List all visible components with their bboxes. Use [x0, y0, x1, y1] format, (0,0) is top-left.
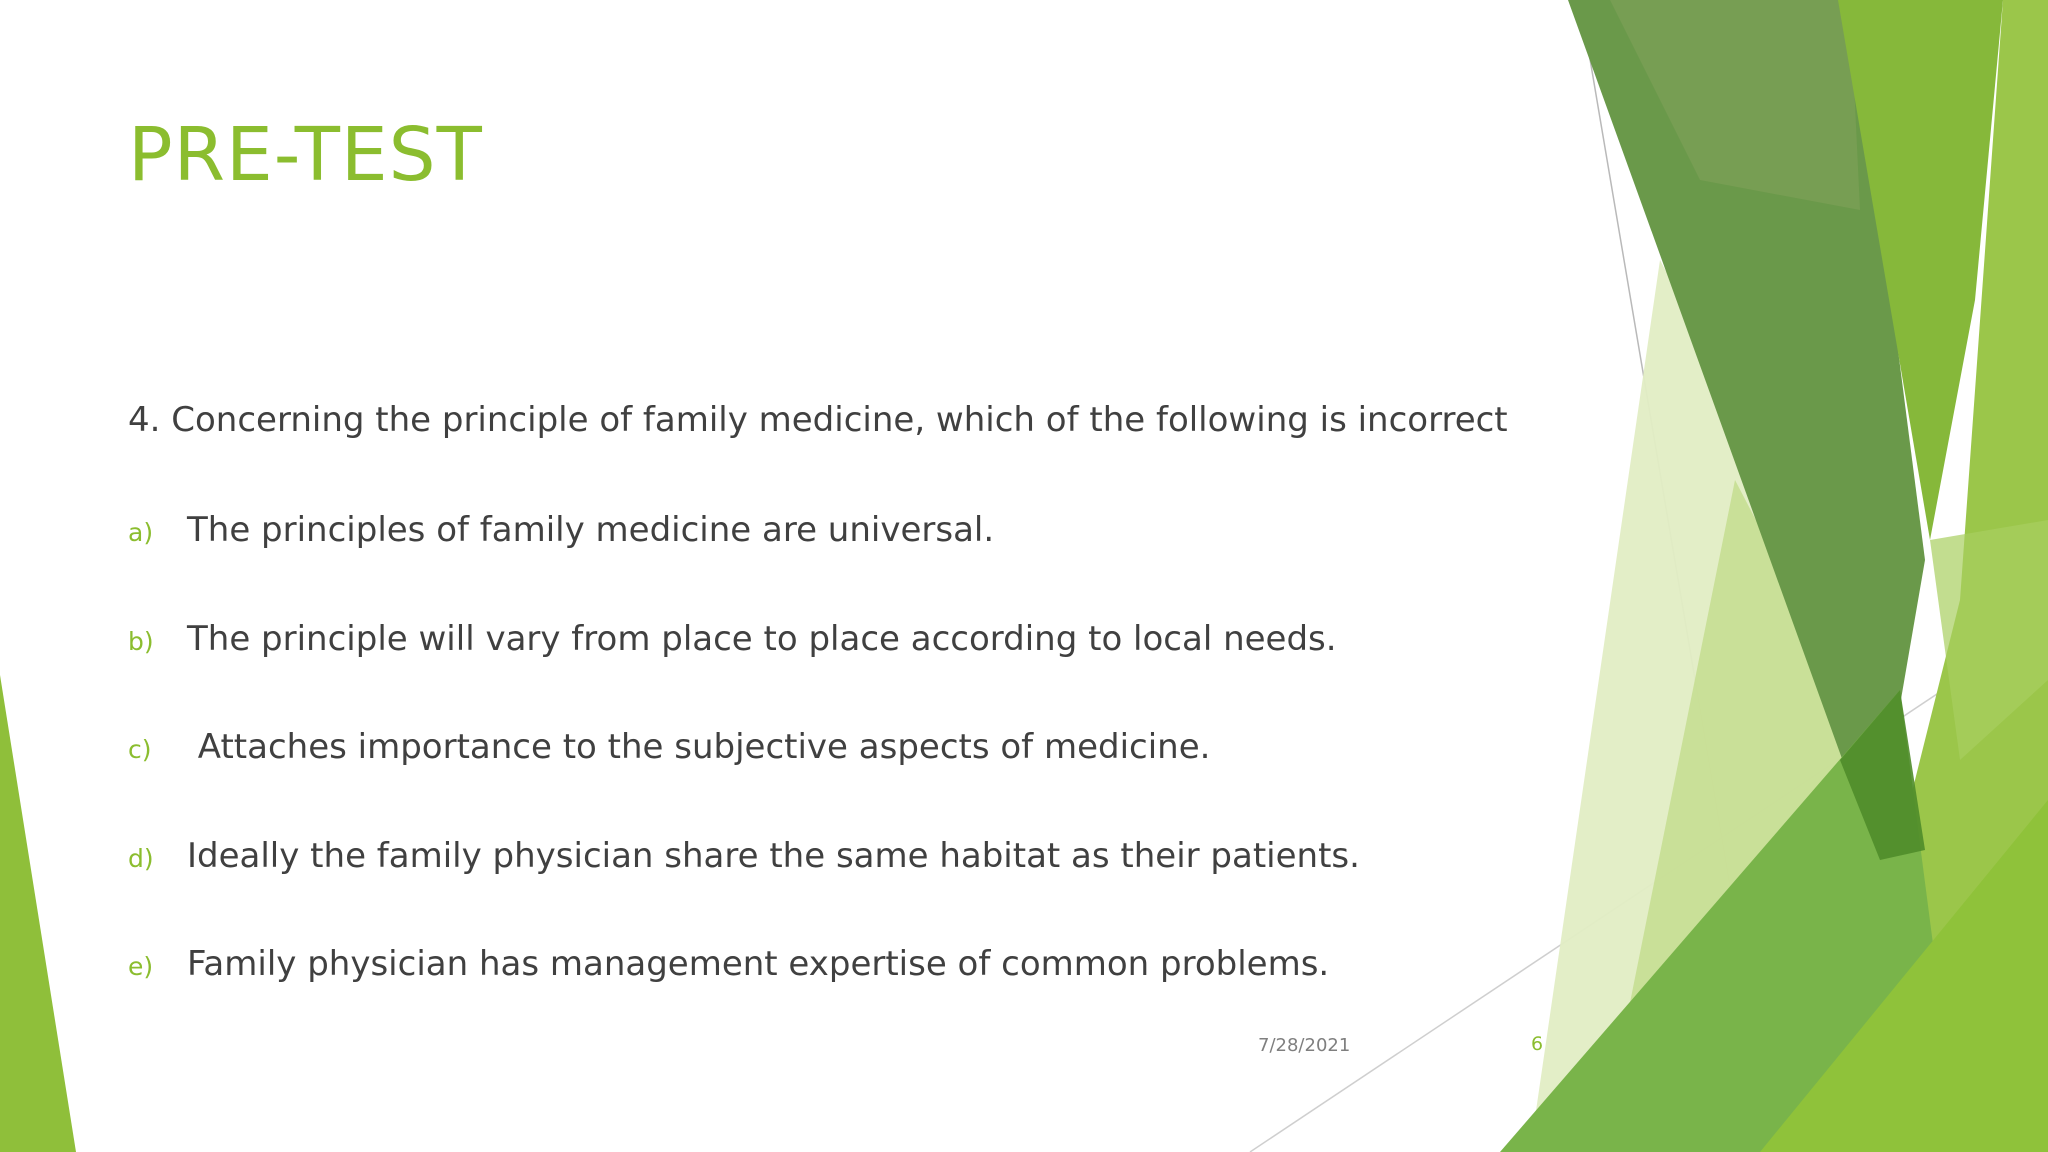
- question-text: 4. Concerning the principle of family medicine, which of the following is incorrect: [128, 400, 1508, 440]
- slide-title: PRE-TEST: [128, 112, 483, 198]
- option-letter: b): [128, 627, 154, 656]
- option-e: [128, 944, 1329, 984]
- option-a: [128, 510, 994, 550]
- option-text: The principle will vary from place to place according to local needs.: [187, 619, 1337, 659]
- option-text: The principles of family medicine are universal.: [187, 510, 995, 550]
- slide-page-number: 6: [1531, 1033, 1544, 1055]
- option-letter: d): [128, 844, 154, 873]
- option-b: [128, 619, 1337, 659]
- option-letter: e): [128, 952, 154, 981]
- option-d: [128, 836, 1360, 876]
- option-text: Ideally the family physician share the same habitat as their patients.: [187, 836, 1360, 876]
- option-c: [128, 727, 1210, 767]
- option-text: Family physician has management expertise of common problems.: [187, 944, 1330, 984]
- option-text: Attaches importance to the subjective aspects of medicine.: [187, 727, 1211, 767]
- slide-date: 7/28/2021: [1258, 1035, 1351, 1056]
- option-letter: a): [128, 518, 154, 547]
- option-letter: c): [128, 735, 152, 764]
- left-green-sliver: [0, 675, 76, 1152]
